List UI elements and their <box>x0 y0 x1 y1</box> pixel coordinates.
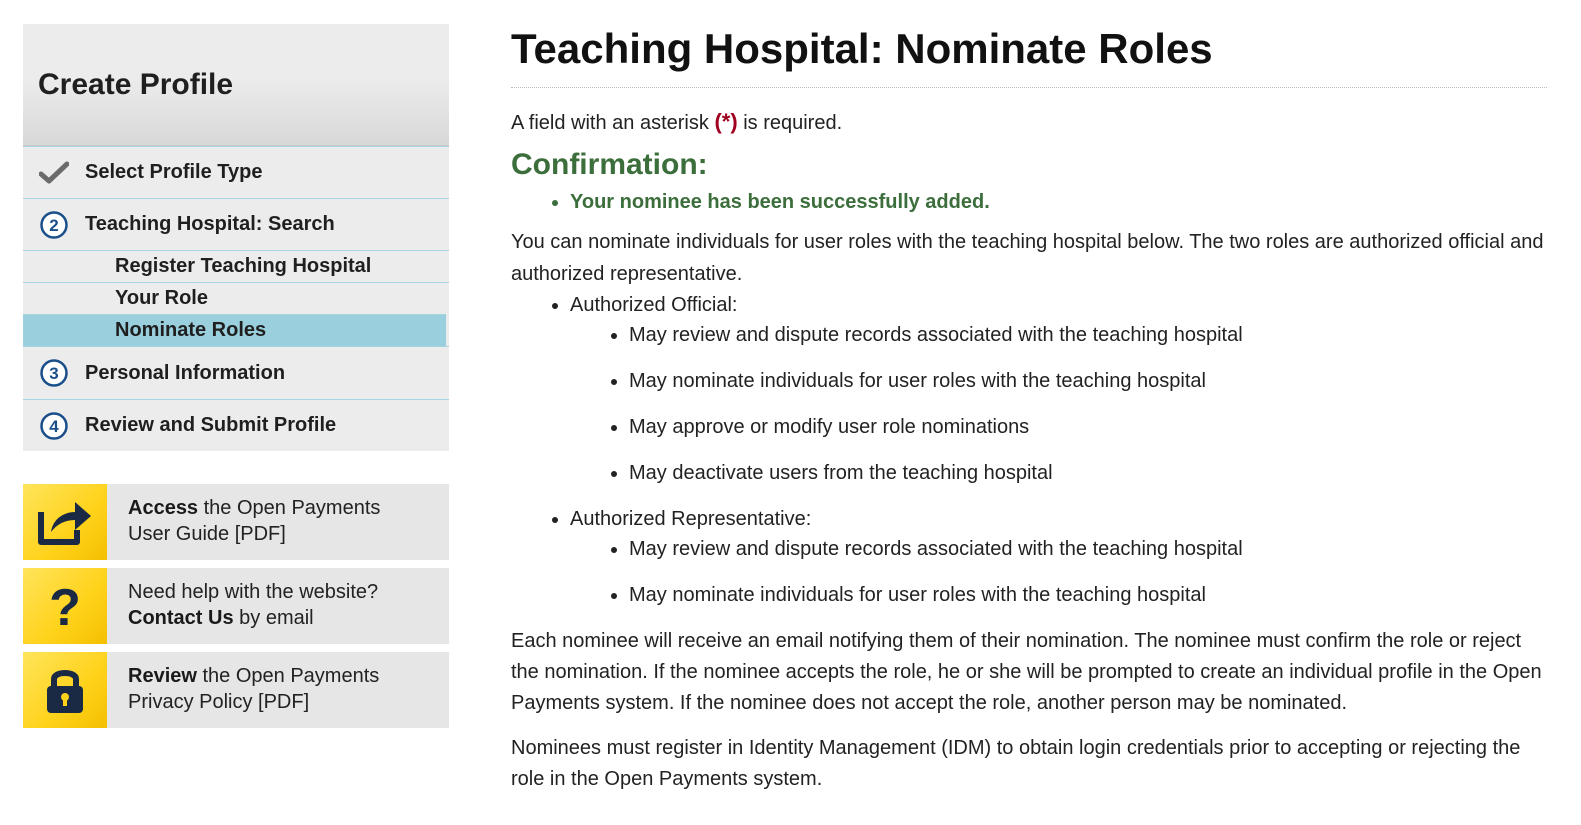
duty-item: • May nominate individuals for user roles with the teaching hospital <box>629 580 1547 610</box>
duty-item: • May review and dispute records associated with the teaching hospital <box>629 534 1547 564</box>
substep-list <box>23 250 449 347</box>
question-icon <box>23 568 107 644</box>
help-bold: Access <box>128 497 199 519</box>
duty-item: • May deactivate users from the teaching hospital <box>629 458 1547 488</box>
help-bold: Review <box>128 665 197 687</box>
role-item <box>570 290 1547 488</box>
create-profile-panel <box>23 24 449 451</box>
step-personal-information[interactable] <box>23 347 449 399</box>
duties-list <box>570 534 1547 610</box>
substep-your-role[interactable]: Your Role <box>23 282 449 314</box>
nominee-email-text: Each nominee will receive an email notifying them of their nomination. The nominee must confirm the role or reject the nomination. If the nominee accepts the role, he or she will be prompted to create an individual profile in the Open Payments system. If the nominee does not accept the role, another person may be nominated. <box>511 630 1542 714</box>
help-text-line2: Privacy Policy [PDF] <box>128 691 310 713</box>
required-asterisk: (*) <box>714 109 738 134</box>
intro-text: You can nominate individuals for user roles with the teaching hospital below. The two roles are authorized official and authorized representative. <box>511 231 1544 285</box>
required-prefix: A field with an asterisk <box>511 112 715 134</box>
sidebar <box>23 24 449 728</box>
share-icon <box>23 484 107 560</box>
roles-list <box>511 290 1547 610</box>
step-3-icon <box>23 358 85 388</box>
lock-icon <box>23 652 107 728</box>
step-select-profile-type[interactable] <box>23 146 449 198</box>
step-label: Personal Information <box>85 361 286 384</box>
step-label: Select Profile Type <box>85 161 263 183</box>
help-text-line1: Need help with the website? <box>128 581 379 603</box>
role-name: Authorized Official: <box>570 294 738 316</box>
help-text-part: the Open Payments <box>198 497 381 519</box>
svg-text:4: 4 <box>49 416 59 436</box>
user-guide-text <box>107 484 380 560</box>
svg-text:3: 3 <box>49 364 59 383</box>
idm-registration-text: Nominees must register in Identity Management (IDM) to obtain login credentials prior to accepting or rejecting the role in the Open Payments system. <box>511 737 1521 790</box>
role-name: Authorized Representative: <box>570 508 812 530</box>
main-content <box>511 24 1547 795</box>
create-profile-header <box>23 24 449 146</box>
privacy-policy-text <box>107 652 379 728</box>
duty-item: • May approve or modify user role nominations <box>629 412 1547 442</box>
help-text-line2: User Guide [PDF] <box>128 523 286 545</box>
substep-register-teaching-hospital[interactable]: Register Teaching Hospital <box>23 250 449 282</box>
step-label: Review and Submit Profile <box>85 414 337 436</box>
duty-item: • May review and dispute records associated with the teaching hospital <box>629 320 1547 350</box>
duties-list <box>570 320 1547 488</box>
substep-nominate-roles[interactable]: Nominate Roles <box>23 314 446 346</box>
confirmation-title: Confirmation: <box>511 148 708 181</box>
step-2-icon <box>23 210 85 240</box>
step-label: Teaching Hospital: Search <box>85 213 335 235</box>
svg-text:?: ? <box>49 581 81 631</box>
confirmation-message: • Your nominee has been successfully added. <box>570 191 1547 214</box>
contact-us-text <box>107 568 378 644</box>
help-text-part: the Open Payments <box>196 665 380 687</box>
required-suffix: is required. <box>737 112 843 134</box>
checkmark-icon <box>23 161 85 185</box>
step-teaching-hospital-search[interactable] <box>23 198 449 250</box>
page-title: Teaching Hospital: Nominate Roles <box>511 24 1547 88</box>
privacy-policy-link[interactable] <box>23 652 449 728</box>
create-profile-title: Create Profile <box>38 68 234 101</box>
help-bold: Contact Us <box>128 607 234 629</box>
user-guide-link[interactable] <box>23 484 449 560</box>
step-4-icon <box>23 411 85 441</box>
role-item <box>570 504 1547 610</box>
step-review-submit-profile[interactable] <box>23 399 449 451</box>
confirmation-list <box>511 191 1547 214</box>
required-note <box>511 109 1547 135</box>
svg-text:2: 2 <box>49 215 59 235</box>
contact-us-link[interactable] <box>23 568 449 644</box>
duty-item: • May nominate individuals for user roles with the teaching hospital <box>629 366 1547 396</box>
help-text-part: by email <box>233 607 314 629</box>
